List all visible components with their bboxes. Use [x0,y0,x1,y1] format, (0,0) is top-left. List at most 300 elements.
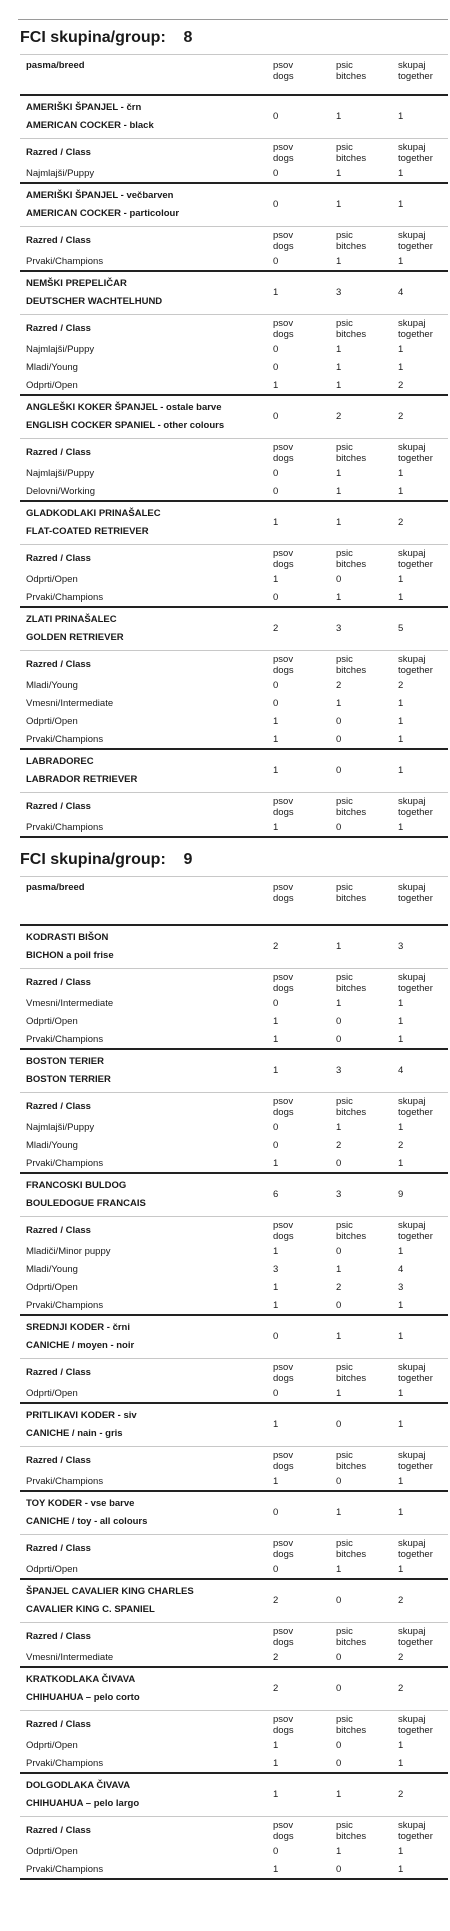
class-dogs: 0 [273,344,279,355]
class-row [20,994,448,1012]
class-name: Odprti/Open [26,574,78,585]
breed-dogs-total: 2 [273,623,279,634]
class-bitches-header: psic bitches [336,1538,367,1560]
class-row [20,1260,448,1278]
class-row [20,1860,448,1878]
breed-row [20,1490,448,1534]
class-together: 1 [398,168,404,179]
class-bitches-header: psic bitches [336,230,367,252]
class-name: Prvaki/Champions [26,822,104,833]
breed-name-en: BOSTON TERRIER [26,1074,111,1085]
class-row [20,694,448,712]
class-name: Odprti/Open [26,1564,78,1575]
class-row [20,1012,448,1030]
breed-name-en: CANICHE / toy - all colours [26,1516,148,1527]
class-together-header: skupaj together [398,442,433,464]
class-together-header: skupaj together [398,142,433,164]
class-bitches: 1 [336,1564,342,1575]
breed-bitches-total: 0 [336,765,342,776]
class-row [20,358,448,376]
class-bitches: 0 [336,1300,342,1311]
group-title-divider [20,876,448,877]
breed-name-sl: AMERIŠKI ŠPANJEL - črn [26,102,142,113]
breed-bitches-total: 1 [336,941,342,952]
group-title: FCI skupina/group: 9 [20,851,193,868]
class-column-header: Razred / Class [26,977,91,988]
breed-together-total: 2 [398,1789,404,1800]
class-name: Prvaki/Champions [26,1034,104,1045]
breed-name-en: GOLDEN RETRIEVER [26,632,124,643]
class-dogs: 0 [273,680,279,691]
dogs-column-header: psov dogs [273,882,294,904]
class-dogs: 0 [273,1388,279,1399]
class-column-header: Razred / Class [26,447,91,458]
class-together: 2 [398,680,404,691]
class-bitches: 0 [336,1246,342,1257]
class-name: Mladi/Young [26,1140,78,1151]
class-together: 1 [398,998,404,1009]
breed-bitches-total: 3 [336,287,342,298]
class-header-row [20,226,448,252]
bitches-column-header: psic bitches [336,60,367,82]
class-together: 1 [398,716,404,727]
class-dogs-header: psov dogs [273,142,294,164]
breed-name-sl: ŠPANJEL CAVALIER KING CHARLES [26,1586,194,1597]
class-bitches: 1 [336,362,342,373]
breed-dogs-total: 0 [273,111,279,122]
class-dogs: 1 [273,1740,279,1751]
class-dogs: 0 [273,1122,279,1133]
class-name: Odprti/Open [26,1388,78,1399]
class-header-row [20,1358,448,1384]
breed-row [20,748,448,792]
class-together-header: skupaj together [398,1096,433,1118]
class-bitches: 1 [336,998,342,1009]
class-row [20,340,448,358]
breed-together-total: 2 [398,1595,404,1606]
breed-bitches-total: 1 [336,1789,342,1800]
class-name: Najmlajši/Puppy [26,468,95,479]
class-name: Prvaki/Champions [26,1300,104,1311]
class-bitches: 1 [336,1264,342,1275]
breed-row [20,182,448,226]
class-bitches: 1 [336,592,342,603]
class-bitches: 0 [336,1158,342,1169]
breed-name-sl: FRANCOSKI BULDOG [26,1180,127,1191]
class-together: 1 [398,344,404,355]
breed-name-sl: TOY KODER - vse barve [26,1498,135,1509]
class-together: 3 [398,1282,404,1293]
class-column-header: Razred / Class [26,1101,91,1112]
class-dogs: 0 [273,998,279,1009]
breed-name-sl: NEMŠKI PREPELIČAR [26,278,127,289]
class-name: Prvaki/Champions [26,1476,104,1487]
breed-section-divider [20,1878,448,1880]
class-dogs: 1 [273,1246,279,1257]
class-together: 1 [398,486,404,497]
breed-together-total: 3 [398,941,404,952]
class-dogs-header: psov dogs [273,442,294,464]
breed-header-row [20,58,448,94]
breed-name-en: CHIHUAHUA – pelo largo [26,1798,140,1809]
class-name: Najmlajši/Puppy [26,1122,95,1133]
class-bitches-header: psic bitches [336,1096,367,1118]
breed-name-en: CHIHUAHUA – pelo corto [26,1692,140,1703]
breed-together-total: 4 [398,1065,404,1076]
class-together: 1 [398,362,404,373]
class-bitches-header: psic bitches [336,654,367,676]
class-together: 1 [398,592,404,603]
breed-row [20,1578,448,1622]
class-name: Prvaki/Champions [26,734,104,745]
breed-bitches-total: 1 [336,517,342,528]
class-dogs: 0 [273,1564,279,1575]
class-header-row [20,1216,448,1242]
class-name: Vmesni/Intermediate [26,998,114,1009]
class-together: 1 [398,1476,404,1487]
class-bitches-header: psic bitches [336,142,367,164]
class-bitches-header: psic bitches [336,1450,367,1472]
class-header-row [20,792,448,818]
breed-name-en: LABRADOR RETRIEVER [26,774,138,785]
breed-name-en: AMERICAN COCKER - black [26,120,154,131]
class-name: Odprti/Open [26,1740,78,1751]
class-name: Odprti/Open [26,1846,78,1857]
together-column-header: skupaj together [398,60,433,82]
breed-row [20,500,448,544]
group-title: FCI skupina/group: 8 [20,29,193,46]
class-dogs: 1 [273,1282,279,1293]
class-column-header: Razred / Class [26,1719,91,1730]
class-bitches-header: psic bitches [336,1714,367,1736]
breed-row [20,1172,448,1216]
class-header-row [20,1534,448,1560]
class-together: 1 [398,1246,404,1257]
breed-bitches-total: 1 [336,1331,342,1342]
class-bitches: 2 [336,1282,342,1293]
class-name: Mladiči/Minor puppy [26,1246,111,1257]
class-column-header: Razred / Class [26,1455,91,1466]
breed-name-sl: KODRASTI BIŠON [26,932,109,943]
class-row [20,1154,448,1172]
breed-section-divider [20,836,448,838]
breed-together-total: 1 [398,1331,404,1342]
class-bitches: 0 [336,1740,342,1751]
breed-name-sl: ANGLEŠKI KOKER ŠPANJEL - ostale barve [26,402,222,413]
class-row [20,482,448,500]
class-row [20,1242,448,1260]
class-row [20,1472,448,1490]
breed-together-total: 2 [398,411,404,422]
class-row [20,818,448,836]
class-bitches-header: psic bitches [336,318,367,340]
breed-name-sl: BOSTON TERIER [26,1056,104,1067]
class-together: 1 [398,698,404,709]
class-together-header: skupaj together [398,318,433,340]
class-row [20,1842,448,1860]
class-name: Mladi/Young [26,680,78,691]
class-row [20,1296,448,1314]
together-column-header: skupaj together [398,882,433,904]
breed-dogs-total: 0 [273,411,279,422]
class-together-header: skupaj together [398,1362,433,1384]
breed-name-en: AMERICAN COCKER - particolour [26,208,180,219]
breed-dogs-total: 1 [273,1065,279,1076]
breed-row [20,924,448,968]
class-bitches: 0 [336,1476,342,1487]
class-bitches: 1 [336,468,342,479]
class-name: Prvaki/Champions [26,1758,104,1769]
class-column-header: Razred / Class [26,1367,91,1378]
class-row [20,1118,448,1136]
class-dogs: 1 [273,1864,279,1875]
class-bitches: 1 [336,1122,342,1133]
breed-dogs-total: 2 [273,1595,279,1606]
breed-name-sl: KRATKODLAKA ČIVAVA [26,1674,136,1685]
breed-name-en: CANICHE / moyen - noir [26,1340,135,1351]
breed-name-sl: PRITLIKAVI KODER - siv [26,1410,137,1421]
class-bitches: 0 [336,1034,342,1045]
class-name: Odprti/Open [26,716,78,727]
class-together-header: skupaj together [398,654,433,676]
class-together: 1 [398,1300,404,1311]
class-dogs-header: psov dogs [273,796,294,818]
class-dogs: 1 [273,822,279,833]
breed-name-en: CAVALIER KING C. SPANIEL [26,1604,155,1615]
class-together: 1 [398,1846,404,1857]
class-bitches-header: psic bitches [336,1220,367,1242]
class-dogs: 0 [273,168,279,179]
class-together: 1 [398,1758,404,1769]
class-bitches: 1 [336,256,342,267]
breed-name-en: BOULEDOGUE FRANCAIS [26,1198,146,1209]
class-dogs-header: psov dogs [273,548,294,570]
class-row [20,588,448,606]
breed-name-sl: AMERIŠKI ŠPANJEL - večbarven [26,190,174,201]
class-together: 1 [398,822,404,833]
class-column-header: Razred / Class [26,1543,91,1554]
class-header-row [20,314,448,340]
class-name: Najmlajši/Puppy [26,344,95,355]
class-dogs-header: psov dogs [273,654,294,676]
breed-together-total: 9 [398,1189,404,1200]
class-header-row [20,1092,448,1118]
class-bitches-header: psic bitches [336,442,367,464]
class-header-row [20,968,448,994]
class-bitches: 0 [336,822,342,833]
class-bitches-header: psic bitches [336,1820,367,1842]
class-dogs: 0 [273,698,279,709]
class-together: 1 [398,1016,404,1027]
breed-name-sl: ZLATI PRINAŠALEC [26,614,117,625]
bitches-column-header: psic bitches [336,882,367,904]
class-dogs: 1 [273,734,279,745]
class-header-row [20,138,448,164]
breed-row [20,1314,448,1358]
class-dogs-header: psov dogs [273,1626,294,1648]
class-dogs: 3 [273,1264,279,1275]
class-header-row [20,1710,448,1736]
class-name: Najmlajši/Puppy [26,168,95,179]
class-bitches-header: psic bitches [336,548,367,570]
class-dogs: 2 [273,1652,279,1663]
class-bitches: 1 [336,380,342,391]
class-together: 1 [398,1740,404,1751]
class-dogs: 0 [273,362,279,373]
breed-row [20,270,448,314]
class-dogs: 1 [273,1476,279,1487]
class-row [20,1648,448,1666]
breed-name-sl: SREDNJI KODER - črni [26,1322,130,1333]
breed-name-en: BICHON a poil frise [26,950,114,961]
class-bitches: 1 [336,168,342,179]
class-dogs: 0 [273,1846,279,1857]
class-together-header: skupaj together [398,796,433,818]
class-dogs: 1 [273,574,279,585]
breed-dogs-total: 1 [273,287,279,298]
breed-name-en: FLAT-COATED RETRIEVER [26,526,149,537]
class-header-row [20,544,448,570]
class-row [20,570,448,588]
class-dogs-header: psov dogs [273,1096,294,1118]
class-bitches: 2 [336,680,342,691]
class-together: 2 [398,1652,404,1663]
class-row [20,730,448,748]
breed-bitches-total: 0 [336,1683,342,1694]
class-row [20,464,448,482]
breed-header-row [20,880,448,924]
breed-column-header: pasma/breed [26,882,85,893]
breed-bitches-total: 0 [336,1419,342,1430]
breed-bitches-total: 1 [336,1507,342,1518]
class-column-header: Razred / Class [26,1825,91,1836]
class-dogs: 0 [273,256,279,267]
breed-bitches-total: 3 [336,1189,342,1200]
breed-together-total: 1 [398,111,404,122]
top-divider [18,19,448,20]
breed-row [20,606,448,650]
class-together-header: skupaj together [398,972,433,994]
class-dogs: 0 [273,486,279,497]
class-together: 1 [398,1158,404,1169]
class-dogs-header: psov dogs [273,1220,294,1242]
breed-row [20,1772,448,1816]
class-row [20,252,448,270]
class-together: 2 [398,380,404,391]
class-bitches-header: psic bitches [336,796,367,818]
breed-bitches-total: 3 [336,1065,342,1076]
breed-together-total: 1 [398,199,404,210]
class-column-header: Razred / Class [26,1225,91,1236]
class-together: 1 [398,1388,404,1399]
breed-row [20,1402,448,1446]
class-together: 1 [398,734,404,745]
class-bitches: 0 [336,1758,342,1769]
breed-together-total: 1 [398,765,404,776]
class-dogs: 0 [273,592,279,603]
breed-dogs-total: 1 [273,1789,279,1800]
class-bitches: 2 [336,1140,342,1151]
class-bitches: 0 [336,1652,342,1663]
class-dogs-header: psov dogs [273,230,294,252]
breed-together-total: 1 [398,1419,404,1430]
class-name: Odprti/Open [26,380,78,391]
class-name: Odprti/Open [26,1282,78,1293]
breed-name-sl: GLADKODLAKI PRINAŠALEC [26,508,161,519]
class-column-header: Razred / Class [26,1631,91,1642]
class-bitches-header: psic bitches [336,972,367,994]
class-dogs: 1 [273,1158,279,1169]
class-column-header: Razred / Class [26,147,91,158]
class-name: Mladi/Young [26,1264,78,1275]
class-row [20,1030,448,1048]
breed-dogs-total: 0 [273,199,279,210]
breed-bitches-total: 0 [336,1595,342,1606]
breed-name-en: ENGLISH COCKER SPANIEL - other colours [26,420,225,431]
class-dogs-header: psov dogs [273,1450,294,1472]
class-row [20,676,448,694]
breed-dogs-total: 0 [273,1331,279,1342]
class-together: 1 [398,1122,404,1133]
class-dogs: 1 [273,716,279,727]
class-dogs: 0 [273,468,279,479]
breed-dogs-total: 1 [273,765,279,776]
breed-together-total: 4 [398,287,404,298]
class-name: Vmesni/Intermediate [26,1652,114,1663]
class-header-row [20,650,448,676]
class-together-header: skupaj together [398,1626,433,1648]
class-dogs: 0 [273,1140,279,1151]
breed-column-header: pasma/breed [26,60,85,71]
breed-dogs-total: 0 [273,1507,279,1518]
class-bitches: 1 [336,486,342,497]
class-together: 1 [398,468,404,479]
class-row [20,1278,448,1296]
class-bitches: 1 [336,1846,342,1857]
class-row [20,1754,448,1772]
class-together: 1 [398,1034,404,1045]
class-dogs: 1 [273,1016,279,1027]
class-row [20,1736,448,1754]
group-title-divider [20,54,448,55]
class-header-row [20,1622,448,1648]
class-together-header: skupaj together [398,230,433,252]
breed-row [20,1048,448,1092]
class-row [20,1384,448,1402]
breed-together-total: 1 [398,1507,404,1518]
class-dogs: 1 [273,1034,279,1045]
class-row [20,376,448,394]
class-column-header: Razred / Class [26,659,91,670]
class-dogs-header: psov dogs [273,318,294,340]
breed-name-en: CANICHE / nain - gris [26,1428,123,1439]
breed-name-sl: DOLGODLAKA ČIVAVA [26,1780,131,1791]
class-together-header: skupaj together [398,1714,433,1736]
breed-together-total: 2 [398,517,404,528]
breed-together-total: 5 [398,623,404,634]
breed-name-sl: LABRADOREC [26,756,94,767]
class-row [20,712,448,730]
class-together-header: skupaj together [398,548,433,570]
class-column-header: Razred / Class [26,801,91,812]
class-dogs-header: psov dogs [273,1820,294,1842]
class-name: Prvaki/Champions [26,1158,104,1169]
breed-dogs-total: 6 [273,1189,279,1200]
class-dogs-header: psov dogs [273,1714,294,1736]
class-dogs-header: psov dogs [273,1362,294,1384]
class-together-header: skupaj together [398,1538,433,1560]
class-row [20,1136,448,1154]
